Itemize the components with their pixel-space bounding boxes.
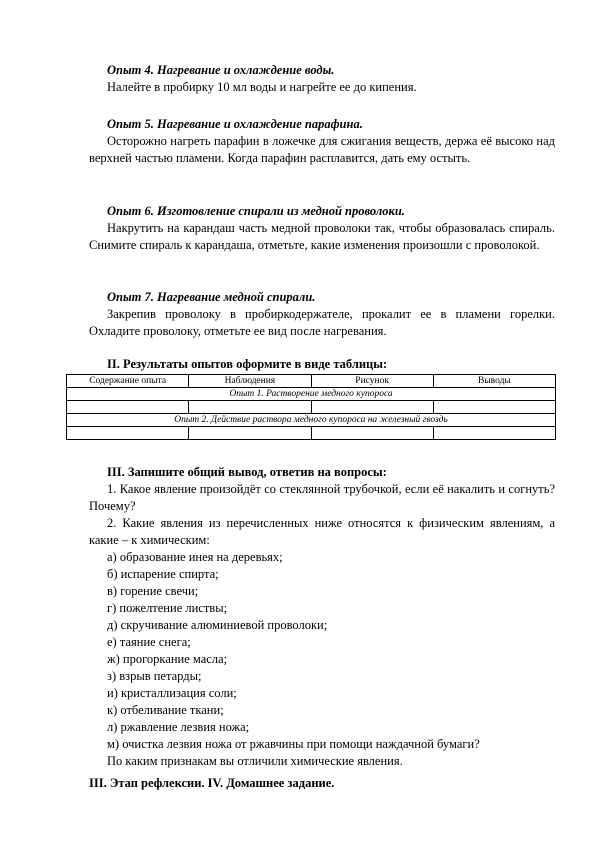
list-item: б) испарение спирта; <box>107 567 219 581</box>
table-row <box>67 401 556 414</box>
list-item: л) ржавление лезвия ножа; <box>107 720 250 734</box>
table-experiment-1-title: Опыт 1. Растворение медного купороса <box>67 388 556 401</box>
list-item: ж) прогоркание масла; <box>107 652 228 666</box>
section-2-title: II. Результаты опытов оформите в виде таблицы: <box>107 357 388 371</box>
list-item: е) таяние снега; <box>107 635 191 649</box>
table-cell <box>189 427 311 440</box>
table-cell <box>311 427 433 440</box>
experiment-4-text: Налейте в пробирку 10 мл воды и нагрейте ее до кипения. <box>107 80 417 94</box>
experiment-6 <box>89 203 555 254</box>
table-cell <box>311 401 433 414</box>
section-3-title: III. Запишите общий вывод, ответив на вопросы: <box>107 465 387 479</box>
table-header-cell: Выводы <box>433 375 555 388</box>
list-item: а) образование инея на деревьях; <box>107 550 283 564</box>
question-3: По каким признакам вы отличили химические явления. <box>107 754 403 768</box>
experiment-5-title: Опыт 5. Нагревание и охлаждение парафина. <box>107 117 363 131</box>
list-item: з) взрыв петарды; <box>107 669 202 683</box>
experiment-7 <box>89 289 555 340</box>
experiment-4-title: Опыт 4. Нагревание и охлаждение воды. <box>107 63 335 77</box>
section-3 <box>89 464 555 770</box>
table-header-cell: Рисунок <box>311 375 433 388</box>
experiment-6-text: Накрутить на карандаш часть медной проволоки так, чтобы образовалась спираль. Снимите спираль к карандаша, отметьте, какие изменения произошли с проволокой. <box>89 221 555 252</box>
experiment-7-title: Опыт 7. Нагревание медной спирали. <box>107 290 316 304</box>
table-row <box>67 414 556 427</box>
list-item: в) горение свечи; <box>107 584 199 598</box>
section-2 <box>89 356 555 373</box>
table-experiment-2-title: Опыт 2. Действие раствора медного купороса на железный гвоздь <box>67 414 556 427</box>
table-header-cell: Наблюдения <box>189 375 311 388</box>
experiment-4 <box>89 62 555 96</box>
table-header-cell: Содержание опыта <box>67 375 189 388</box>
table-header-row <box>67 375 556 388</box>
table-row <box>67 388 556 401</box>
experiment-5 <box>89 116 555 167</box>
table-row <box>67 427 556 440</box>
results-table <box>66 374 556 440</box>
table-cell <box>433 401 555 414</box>
experiment-5-text: Осторожно нагреть парафин в ложечке для сжигания веществ, держа её высоко над верхней частью пламени. Когда парафин расплавится, дать ему остыть. <box>89 134 555 165</box>
experiment-7-text: Закрепив проволоку в пробиркодержателе, прокалит ее в пламени горелки. Охладите проволоку, отметьте ее вид после нагревания. <box>89 307 555 338</box>
question-1: 1. Какое явление произойдёт со стеклянной трубочкой, если её накалить и согнуть? Почему? <box>89 482 555 513</box>
list-item: м) очистка лезвия ножа от ржавчины при помощи наждачной бумаги? <box>107 737 480 751</box>
final-stage-line: III. Этап рефлексии. IV. Домашнее задание. <box>89 776 335 790</box>
experiment-6-title: Опыт 6. Изготовление спирали из медной проволоки. <box>107 204 405 218</box>
table-cell <box>433 427 555 440</box>
list-item: г) пожелтение листвы; <box>107 601 228 615</box>
table-cell <box>189 401 311 414</box>
table-cell <box>67 401 189 414</box>
list-item: и) кристаллизация соли; <box>107 686 237 700</box>
table-cell <box>67 427 189 440</box>
question-2: 2. Какие явления из перечисленных ниже относятся к физическим явлениям, а какие – к химическим: <box>89 516 555 547</box>
list-item: д) скручивание алюминиевой проволоки; <box>107 618 328 632</box>
list-item: к) отбеливание ткани; <box>107 703 224 717</box>
